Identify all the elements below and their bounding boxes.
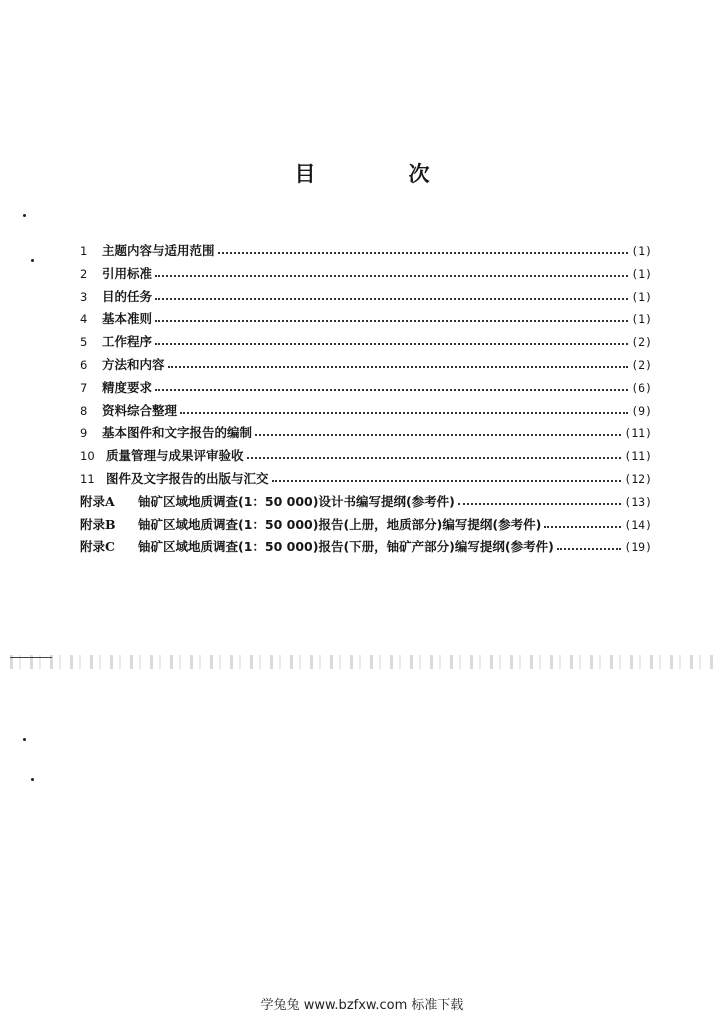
- toc-entry-1[interactable]: [80, 240, 652, 263]
- toc-leader-dots: [544, 517, 621, 529]
- scan-speck: [23, 738, 26, 741]
- toc-entry-page: (11): [624, 449, 652, 464]
- toc-leader-dots: [180, 403, 628, 415]
- toc-entry-6[interactable]: [80, 354, 652, 377]
- toc-entry-page: (19): [624, 540, 652, 555]
- toc-entry-number: 附录B: [80, 516, 116, 532]
- toc-leader-dots: [272, 471, 622, 483]
- scan-speck: [31, 259, 34, 262]
- toc-entry-number: 9: [80, 426, 88, 441]
- toc-entry-page: (6): [631, 380, 652, 395]
- toc-entry-number: 8: [80, 403, 88, 418]
- toc-leader-dots: [155, 380, 628, 392]
- toc-leader-dots: [155, 334, 628, 346]
- toc-entry-page: (9): [631, 403, 652, 418]
- toc-entry-number: 附录C: [80, 539, 115, 555]
- toc-entry-number: 5: [80, 335, 88, 350]
- toc-entry-title: 图件及文字报告的出版与汇交: [106, 470, 269, 486]
- toc-entry-page: (13): [624, 494, 652, 509]
- toc-entry-page: (12): [624, 471, 652, 486]
- toc-entry-number: 4: [80, 312, 88, 327]
- toc-entry-page: (11): [624, 426, 652, 441]
- toc-entry-title: 精度要求: [102, 379, 153, 395]
- toc-leader-dots: [458, 494, 621, 506]
- toc-entry-page: (2): [631, 335, 652, 350]
- toc-entry-number: 3: [80, 289, 88, 304]
- toc-entry-number: 附录A: [80, 493, 115, 509]
- toc-entry-title: 工作程序: [102, 334, 153, 350]
- toc-entry-9[interactable]: [80, 422, 652, 445]
- toc-entry-5[interactable]: [80, 331, 652, 354]
- toc-entry-page: (1): [631, 289, 652, 304]
- toc-entry-number: 1: [80, 244, 88, 258]
- toc-entry-page: (1): [631, 244, 652, 258]
- toc-entry-number: 10: [80, 449, 95, 464]
- toc-leader-dots: [255, 425, 621, 437]
- toc-entry-title: 铀矿区域地质调查(1：50 000)设计书编写提纲(参考件): [138, 493, 455, 509]
- scan-speck: [23, 214, 26, 217]
- toc-entry-number: 2: [80, 266, 88, 281]
- toc-entry-title: 资料综合整理: [102, 402, 178, 418]
- scan-speck: [31, 778, 34, 781]
- toc-entry-10[interactable]: [80, 445, 652, 468]
- toc-entry-appendix-b[interactable]: [80, 514, 652, 537]
- toc-entry-number: 11: [80, 471, 95, 486]
- toc-leader-dots: [155, 266, 628, 278]
- toc-entry-3[interactable]: [80, 286, 652, 309]
- toc-entry-title: 铀矿区域地质调查(1：50 000)报告(下册，铀矿产部分)编写提纲(参考件): [138, 539, 554, 555]
- toc-entry-page: (2): [631, 357, 652, 372]
- toc-entry-title: 目的任务: [102, 288, 153, 304]
- toc-entry-title: 基本准则: [102, 311, 153, 327]
- toc-entry-7[interactable]: [80, 377, 652, 400]
- toc-entry-8[interactable]: [80, 400, 652, 423]
- toc-entry-4[interactable]: [80, 308, 652, 331]
- toc-leader-dots: [155, 311, 628, 323]
- toc-entry-title: 基本图件和文字报告的编制: [102, 425, 253, 441]
- toc-entry-page: (1): [631, 312, 652, 327]
- toc-entry-title: 方法和内容: [102, 356, 165, 372]
- page-title: 目 次: [294, 162, 466, 186]
- toc-entry-2[interactable]: [80, 263, 652, 286]
- toc-leader-dots: [557, 539, 621, 551]
- toc-entry-title: 主题内容与适用范围: [102, 243, 215, 258]
- toc-entry-title: 引用标准: [102, 265, 153, 281]
- toc-leader-dots: [168, 357, 629, 369]
- toc-entry-appendix-c[interactable]: [80, 536, 652, 559]
- toc-leader-dots: [247, 448, 622, 460]
- toc-entry-title: 铀矿区域地质调查(1：50 000)报告(上册，地质部分)编写提纲(参考件): [138, 516, 542, 532]
- toc-entry-page: (14): [624, 517, 652, 532]
- watermark-footer: 学兔兔 www.bzfxw.com 标准下载: [260, 998, 464, 1013]
- scan-artifact-band: [10, 655, 714, 669]
- toc-entry-title: 质量管理与成果评审验收: [106, 448, 244, 464]
- toc-entry-number: 6: [80, 357, 88, 372]
- table-of-contents: [80, 240, 652, 559]
- toc-entry-number: 7: [80, 380, 88, 395]
- toc-entry-page: (1): [631, 266, 652, 281]
- toc-leader-dots: [155, 289, 628, 301]
- toc-entry-11[interactable]: [80, 468, 652, 491]
- toc-leader-dots: [218, 243, 629, 255]
- toc-entry-appendix-a[interactable]: [80, 491, 652, 514]
